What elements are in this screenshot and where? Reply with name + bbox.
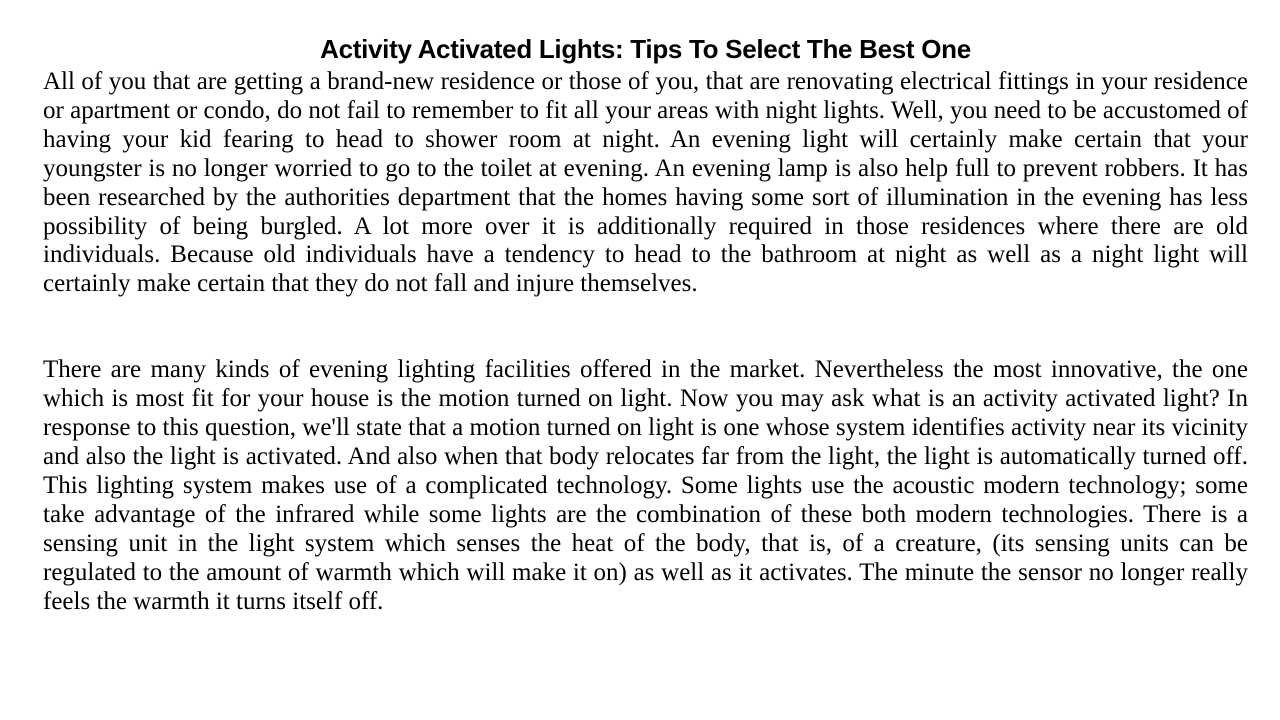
document-title: Activity Activated Lights: Tips To Select The Best One xyxy=(320,34,971,64)
paragraph-2: There are many kinds of evening lighting facilities offered in the market. Nevertheless the most innovative, the one which is most fit for your house is the motion turned on light. Now you may ask what is an activity activated light? In response to this question, we'll state that a motion turned on light is one whose system identifies activity near its vicinity and also the light is activated. And also when that body relocates far from the light, the light is automatically turned off. This lighting system makes use of a complicated technology. Some lights use the acoustic modern technology; some take advantage of the infrared while some lights are the combination of these both modern technologies. There is a sensing unit in the light system which senses the heat of the body, that is, of a creature, (its sensing units can be regulated to the amount of warmth which will make it on) as well as it activates. The minute the sensor no longer really feels the warmth it turns itself off. xyxy=(43,356,1248,615)
paragraph-1: All of you that are getting a brand-new residence or those of you, that are renovating electrical fittings in your residence or apartment or condo, do not fail to remember to fit all your areas with night lights. Well, you need to be accustomed of having your kid fearing to head to shower room at night. An evening light will certainly make certain that your youngster is no longer worried to go to the toilet at evening. An evening lamp is also help full to prevent robbers. It has been researched by the authorities department that the homes having some sort of illumination in the evening has less possibility of being burgled. A lot more over it is additionally required in those residences where there are old individuals. Because old individuals have a tendency to head to the bathroom at night as well as a night light will certainly make certain that they do not fall and injure themselves. xyxy=(43,68,1248,298)
